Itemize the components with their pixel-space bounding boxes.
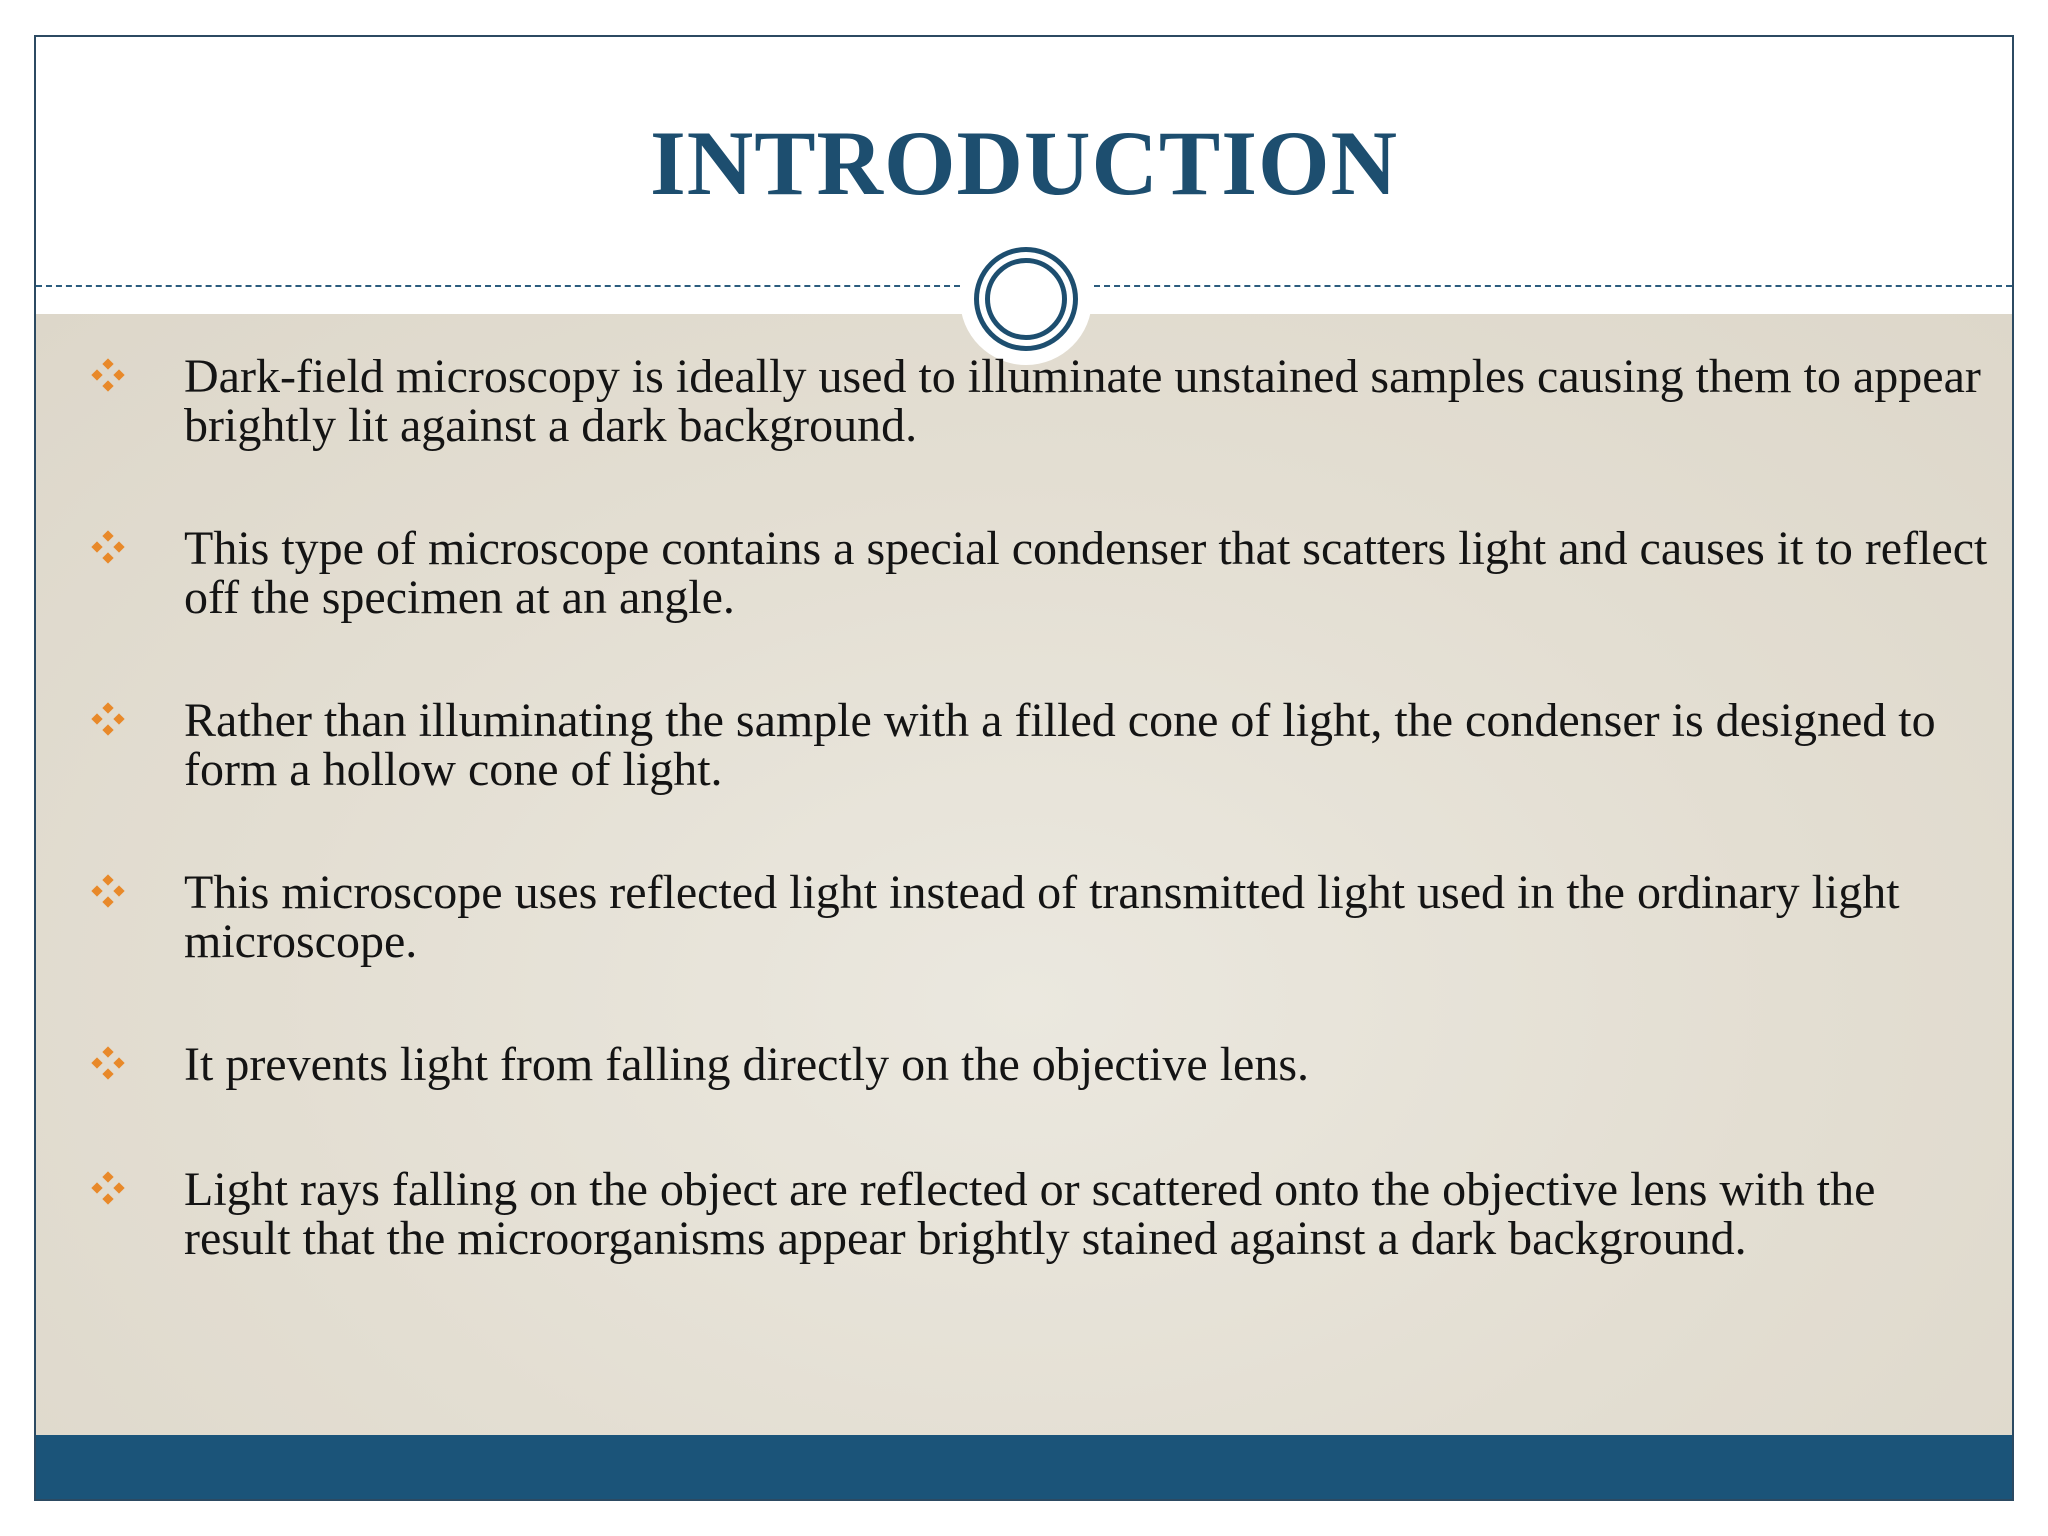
bullet-text: This type of microscope contains a special condenser that scatters light and causes it to reflect off the specimen at an angle.	[184, 522, 1988, 624]
bullet-text: Rather than illuminating the sample with a filled cone of light, the condenser is designed to form a hollow cone of light.	[184, 694, 1936, 796]
ring-outer	[974, 247, 1078, 351]
bullet-item	[90, 696, 1990, 794]
diamond-bullet-icon	[90, 529, 126, 565]
slide-title: INTRODUCTION	[649, 112, 1399, 214]
footer-band	[36, 1435, 2012, 1499]
slide	[34, 35, 2014, 1501]
bullet-item	[90, 524, 1990, 622]
divider-circle-ornament	[960, 233, 1092, 365]
title-divider-left	[36, 285, 960, 287]
bullet-text: Dark-field microscopy is ideally used to illuminate unstained samples causing them to appear brightly lit against a dark background.	[184, 350, 1981, 452]
diamond-bullet-icon	[90, 701, 126, 737]
bullet-item	[90, 352, 1990, 450]
diamond-bullet-icon	[90, 873, 126, 909]
ring-inner	[985, 258, 1067, 340]
bullet-item	[90, 1040, 1990, 1089]
bullet-text: Light rays falling on the object are reflected or scattered onto the objective lens with the result that the microorganisms appear brightly stained against a dark background.	[184, 1163, 1876, 1265]
diamond-bullet-icon	[90, 357, 126, 393]
title-divider-right	[1094, 285, 2012, 287]
bullet-text: This microscope uses reflected light instead of transmitted light used in the ordinary light microscope.	[184, 866, 1900, 968]
diamond-bullet-icon	[90, 1045, 126, 1081]
bullet-item	[90, 868, 1990, 966]
bullet-text: It prevents light from falling directly on the objective lens.	[184, 1038, 1310, 1091]
bullet-list	[90, 352, 1990, 1337]
bullet-item	[90, 1165, 1990, 1263]
diamond-bullet-icon	[90, 1170, 126, 1206]
